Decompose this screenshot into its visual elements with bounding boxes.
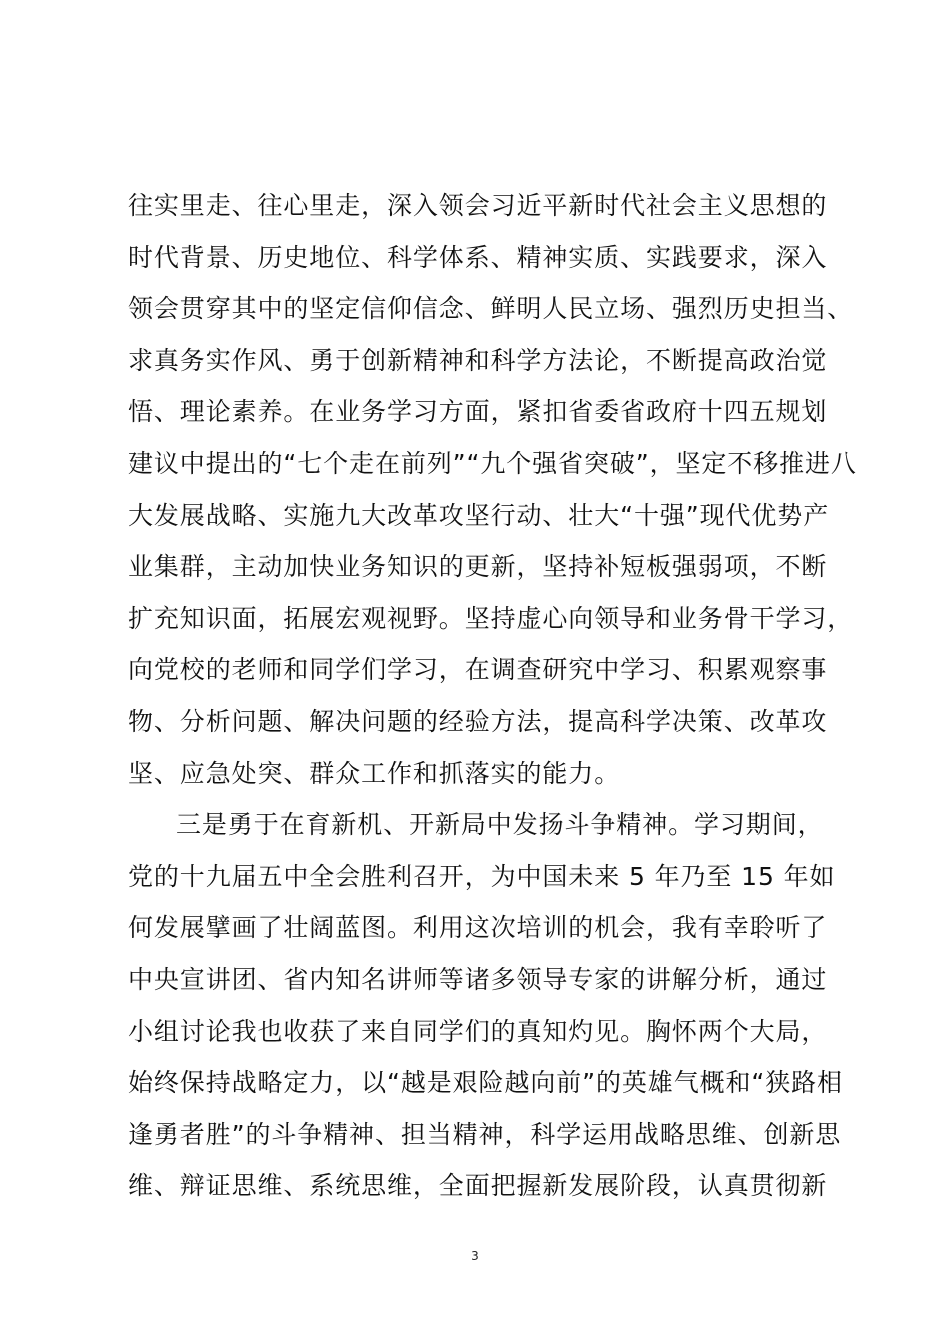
text-line: 逢勇者胜”的斗争精神、担当精神，科学运用战略思维、创新思 bbox=[128, 1119, 842, 1149]
text-line: 维、辩证思维、系统思维，全面把握新发展阶段，认真贯彻新 bbox=[128, 1171, 828, 1201]
text-line: 往实里走、往心里走，深入领会习近平新时代社会主义思想的 bbox=[128, 191, 828, 220]
text-line: 物、分析问题、解决问题的经验方法，提高科学决策、改革攻 bbox=[128, 706, 828, 736]
text-line: 扩充知识面，拓展宏观视野。坚持虚心向领导和业务骨干学习， bbox=[128, 603, 854, 633]
text-line: 何发展擘画了壮阔蓝图。利用这次培训的机会，我有幸聆听了 bbox=[128, 913, 828, 943]
text-line: 大发展战略、实施九大改革攻坚行动、壮大“十强”现代优势产 bbox=[128, 500, 830, 530]
text-line: 悟、理论素养。在业务学习方面，紧扣省委省政府十四五规划 bbox=[128, 397, 828, 427]
text-line: 业集群，主动加快业务知识的更新，坚持补短板强弱项，不断 bbox=[128, 552, 828, 582]
page-number: 3 bbox=[471, 1249, 479, 1263]
text-line: 党的十九届五中全会胜利召开，为中国未来 5 年乃至 15 年如 bbox=[128, 861, 836, 891]
text-line: 向党校的老师和同学们学习，在调查研究中学习、积累观察事 bbox=[128, 655, 828, 685]
text-line: 求真务实作风、勇于创新精神和科学方法论，不断提高政治觉 bbox=[128, 345, 828, 375]
paragraph-start-line: 三是勇于在育新机、开新局中发扬斗争精神。学习期间， bbox=[176, 810, 824, 840]
text-line: 时代背景、历史地位、科学体系、精神实质、实践要求，深入 bbox=[128, 242, 828, 272]
body-text bbox=[128, 180, 857, 1212]
text-line: 始终保持战略定力，以“越是艰险越向前”的英雄气概和“狭路相 bbox=[128, 1068, 843, 1098]
text-line: 中央宣讲团、省内知名讲师等诸多领导专家的讲解分析，通过 bbox=[128, 964, 828, 994]
text-line: 领会贯穿其中的坚定信仰信念、鲜明人民立场、强烈历史担当、 bbox=[128, 294, 854, 324]
text-line: 建议中提出的“七个走在前列”“九个强省突破”，坚定不移推进八 bbox=[128, 448, 857, 478]
text-line: 小组讨论我也收获了来自同学们的真知灼见。胸怀两个大局， bbox=[128, 1016, 828, 1046]
text-line: 坚、应急处突、群众工作和抓落实的能力。 bbox=[128, 758, 621, 788]
